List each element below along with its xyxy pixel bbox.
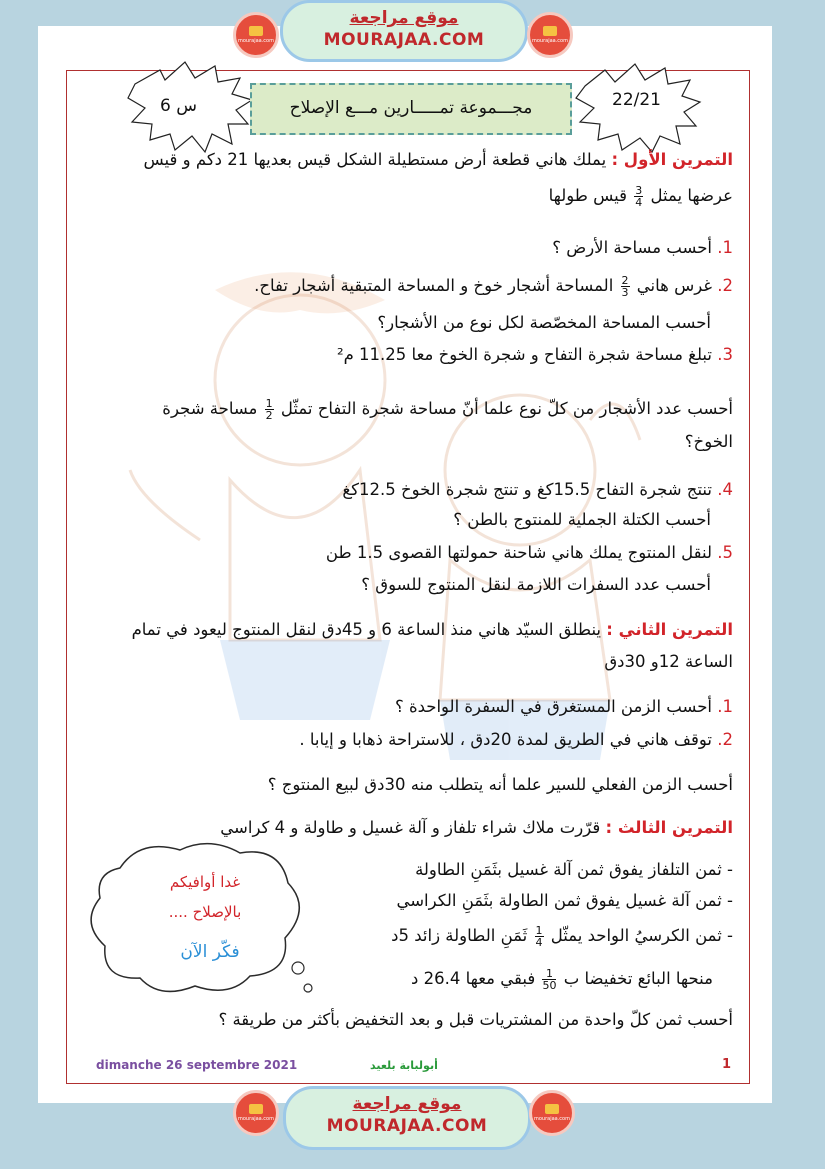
ex3-line5: أحسب ثمن كلّ واحدة من المشتريات قبل و بعد التخفيض بأكثر من طريقة ؟ [218,1010,733,1029]
ex3-intro: التمرين الثالث : قرّرت ملاك شراء تلفاز و آلة غسيل و طاولة و 4 كراسي [220,818,733,837]
ex3-bullet3: - ثمن الكرسيُ الواحد يمثّل $\frac{1}{4}$ ثَمَنِ الطاولة زائد 5د [391,924,733,949]
site-name-ar: موقع مراجعة [349,8,459,28]
ex1-intro-line2: عرضها يمثل $\frac{3}{4}$ قيس طولها [548,184,733,209]
ex3-bullet2: - ثمن آلة غسيل يفوق ثمن الطاولة بثَمَنِ الكراسي [396,891,733,910]
ex3-line4: منحها البائع تخفيضا ب $\frac{1}{50}$ فبقي معها 26.4 د [411,967,713,992]
ex1-q3-line2: أحسب عدد الأشجار من كلّ نوع علما أنّ مساحة شجرة التفاح تمثّل $\frac{1}{2}$ مساحة شجرة [162,397,733,422]
fraction-3-4: $\frac{3}{4}$ [635,184,643,209]
ex2-q2-line2: أحسب الزمن الفعلي للسير علما أنه يتطلب منه 30دق لبيع المنتوج ؟ [267,775,733,794]
ex1-intro-line1: التمرين الأول : يملك هاني قطعة أرض مستطيلة الشكل قيس بعديها 21 دكم و قيس [143,150,733,169]
date-label: 22/21 [612,90,661,110]
fraction-1-4: $\frac{1}{4}$ [535,924,543,949]
logo-right-bottom: mourajaa.com [529,1090,575,1136]
ex2-q1: 1. أحسب الزمن المستغرق في السفرة الواحدة ؟ [394,697,733,716]
thought-cloud [80,838,320,1018]
page-number: 1 [722,1057,732,1072]
cloud-line3: فكّر الآن [180,942,240,962]
logo-left-top: mourajaa.com [233,12,279,58]
fraction-2-3: $\frac{2}{3}$ [621,274,629,299]
page-title: مجـــموعة تمـــــارين مـــع الإصلاح [250,83,572,135]
ex1-q3: 3. تبلغ مساحة شجرة التفاح و شجرة الخوخ معا 11.25 م² [336,345,733,364]
cloud-line1: غدا أوافيكم [169,873,241,891]
ex2-intro-line1: التمرين الثاني : ينطلق السيّد هاني منذ الساعة 6 و 45دق لنقل المنتوج ليعود في تمام [131,620,733,639]
ex2-q2: 2. توقف هاني في الطريق لمدة 20دق ، للاستراحة ذهابا و إيابا . [299,730,733,749]
fraction-1-2: $\frac{1}{2}$ [265,397,273,422]
footer-author: أبولبابة بلعيد [370,1059,438,1072]
logo-left-bottom: mourajaa.com [233,1090,279,1136]
ex1-q2-line2: أحسب المساحة المخصّصة لكل نوع من الأشجار؟ [377,313,711,332]
ex1-q3-line3: الخوخ؟ [684,432,733,451]
ex1-q5: 5. لنقل المنتوج يملك هاني شاحنة حمولتها القصوى 1.5 طن [325,543,733,562]
ex1-heading: التمرين الأول : [611,150,733,169]
ex1-q1: 1. أحسب مساحة الأرض ؟ [552,238,733,257]
site-name-en-bottom: MOURAJAA.COM [326,1116,488,1136]
ex1-q4-line2: أحسب الكتلة الجملية للمنتوج بالطن ؟ [453,510,711,529]
site-banner-bottom[interactable] [283,1086,531,1150]
logo-right-top: mourajaa.com [527,12,573,58]
ex2-heading: التمرين الثاني : [606,620,733,639]
ex3-heading: التمرين الثالث : [605,818,733,837]
session-label: س 6 [160,96,197,116]
fraction-1-50: $\frac{1}{50}$ [542,967,557,992]
site-name-ar-bottom: موقع مراجعة [352,1094,462,1114]
footer-date: dimanche 26 septembre 2021 [96,1058,298,1072]
ex3-bullet1: - ثمن التلفاز يفوق ثمن آلة غسيل بثَمَنِ الطاولة [415,860,733,879]
site-name-en: MOURAJAA.COM [323,30,485,50]
ex1-q4: 4. تنتج شجرة التفاح 15.5كغ و تنتج شجرة الخوخ 12.5كغ [342,480,733,499]
ex1-q5-line2: أحسب عدد السفرات اللازمة لنقل المنتوج للسوق ؟ [361,575,711,594]
ex2-intro-line2: الساعة 12و 30دق [604,652,733,671]
ex1-q2: 2. غرس هاني $\frac{2}{3}$ المساحة أشجار خوخ و المساحة المتبقية أشجار تفاح. [254,274,733,299]
cloud-line2: بالإصلاح .... [168,903,242,921]
